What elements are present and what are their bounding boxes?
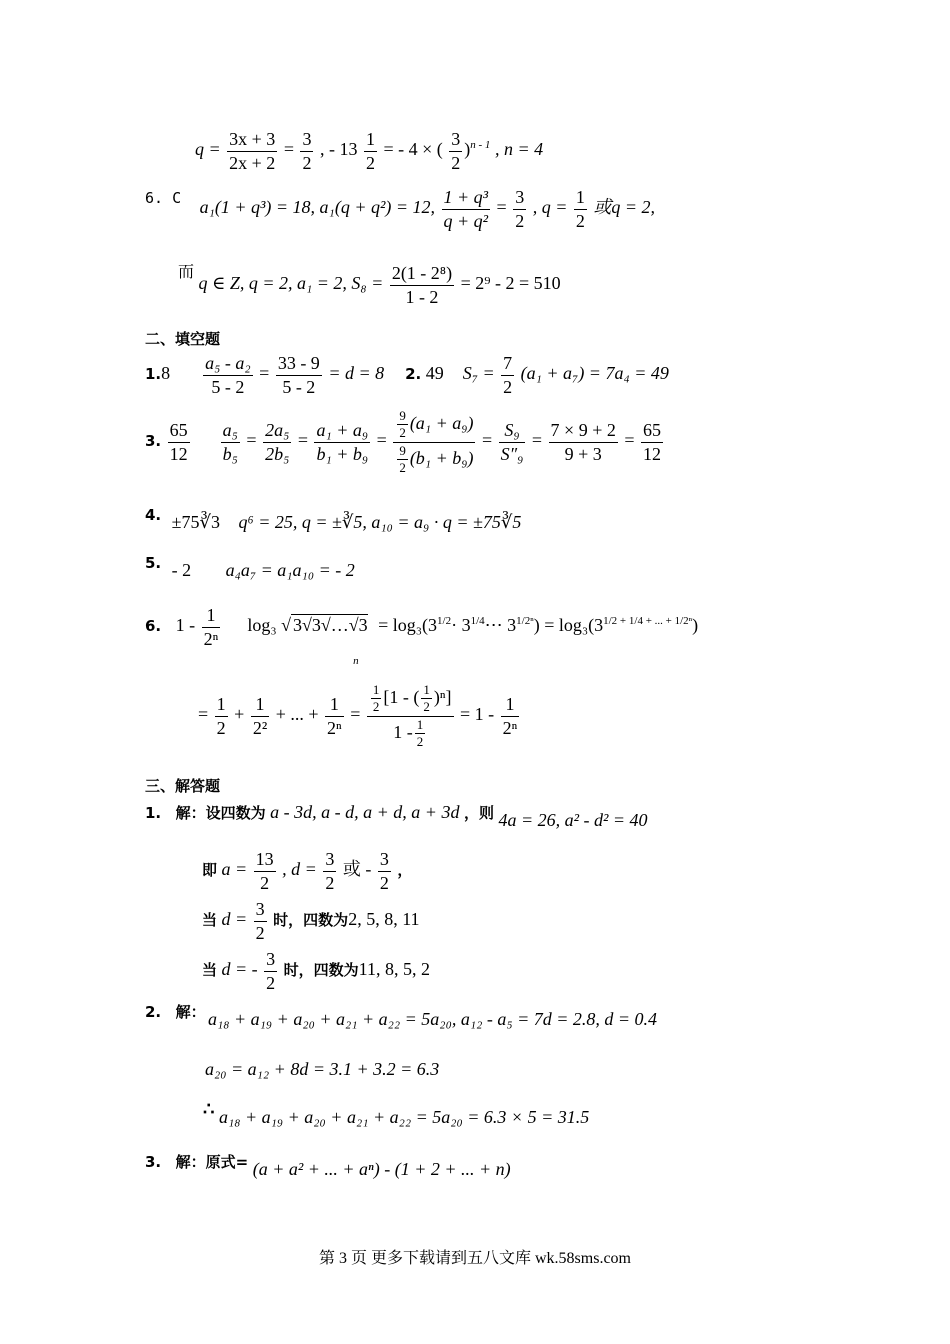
fraction: $\frac{\text{1 + q³}}{\text{q + q²}}$: [443, 187, 489, 231]
fraction: $\frac{\text{a₅ - a₂}}{5 - 2}$: [205, 353, 251, 397]
fraction: $\frac{1}{2}$: [365, 129, 375, 173]
fraction: $\frac{\text{S₉}}{\text{S″₉}}$: [500, 420, 524, 464]
fraction: $\frac{\text{2(1 - 2⁸)}}{1 - 2}$: [391, 263, 453, 307]
fraction: $\frac{3}{2}$: [379, 849, 389, 893]
fraction: $\frac{1}{\text{2ⁿ}}$: [327, 694, 342, 738]
q2-line3: ∴ a₁₈ + a₁₉ + a₂₀ + a₂₁ + a₂₂ = 5a₂₀ = 6.3 × 5 = 31.5: [203, 1099, 590, 1127]
nested-fraction: $\frac{9}{2}$ (a₁ + a₉) $\frac{9}{2}$ (b₁ + b₉): [393, 408, 475, 476]
q1-line2: 即 a = $\frac{13}{2}$ , d = $\frac{3}{2}$ 或 - $\frac{3}{2}$ ，: [202, 849, 413, 893]
q-lhs: q =: [195, 139, 221, 160]
fraction: $\frac{3}{2}$: [325, 849, 335, 893]
fill-4-line: $^{4.}$ ±75∛3 q⁶ = 25, q = ±∛5, a₁₀ = a₉ · q = ±75∛5: [145, 506, 522, 532]
fraction: $\frac{3x + 3}{2x + 2}$: [229, 129, 276, 173]
section-title-fill-in: 二、填空题: [145, 330, 221, 348]
fraction: $\frac{\text{2a₅}}{\text{2b₅}}$: [265, 420, 290, 464]
answer-fraction: $\frac{65}{12}$: [169, 420, 188, 464]
fill-5-line: $^{5.}$ - 2 a₄a₇ = a₁a₁₀ = - 2: [145, 554, 355, 580]
q-formula-line: q = $\frac{3x + 3}{2x + 2}$ = $\frac{3}{2}$ , - 13 $\frac{1}{2}$ = - 4 × ( $\frac{3}{2}$ )$^{n - 1}$ , n = 4: [195, 129, 544, 173]
fraction: $\frac{65}{12}$: [643, 420, 662, 464]
q2-line1: 2. 解：: [145, 1003, 206, 1021]
q1-line1: 1. 解：设四数为 a - 3d, a - d, a + d, a + 3d ，则 4a = 26, a² - d² = 40: [145, 802, 648, 830]
section-title-solutions: 三、解答题: [145, 777, 221, 795]
fraction: $\frac{3}{2}$: [302, 129, 312, 173]
er-line: 而 q ∈ Z, q = 2, a₁ = 2, S₈ = $\frac{\text{2(1 - 2⁸)}}{1 - 2}$ = 2⁹ - 2 = 510: [178, 263, 561, 307]
fraction: $\frac{1}{2}$: [216, 694, 226, 738]
nested-radical: 3√3√…√3: [292, 615, 368, 636]
fraction: $\frac{1}{\text{2ⁿ}}$: [502, 694, 518, 738]
fraction: $\frac{1}{2}$: [575, 187, 585, 231]
fraction: $\frac{3}{2}$: [255, 899, 265, 943]
q2-line1-formula: a₁₈ + a₁₉ + a₂₀ + a₂₁ + a₂₂ = 5a₂₀, a₁₂ - a₅ = 7d = 2.8, d = 0.4: [208, 1009, 658, 1029]
fraction: $\frac{1}{\text{2²}}$: [252, 694, 268, 738]
therefore-symbol: ∴: [203, 1099, 215, 1119]
q1-line3: 当 d = $\frac{3}{2}$ 时，四数为2, 5, 8, 11: [202, 899, 420, 943]
fraction: $\frac{13}{2}$: [255, 849, 274, 893]
fill-1-2-line: 1.8 $\frac{\text{a₅ - a₂}}{5 - 2}$ = $\frac{33 - 9}{5 - 2}$ = d = 8 2. 49 S₇ = $\frac{7}{2}$ (a₁ + a₇) = 7a₄ = 49: [145, 353, 669, 397]
item-6c-line: $^{6. C}$ a₁(1 + q³) = 18, a₁(q + q²) = 12, $\frac{\text{1 + q³}}{\text{q + q²}}$ = $\frac{3}{2}$ , q = $\frac{1}{2}$ 或q = 2,: [145, 187, 656, 231]
fraction: $\frac{\text{a₁ + a₉}}{\text{b₁ + b₉}}$: [316, 420, 369, 464]
fill-6-line: 6. 1 - $\frac{1}{\text{2ⁿ}}$ log₃ √ 3√3√…√3 n = $\log_3(3^{1/2}\cdot$ $3^{1/4}\cdots$ $3^{1/2^n}) = \log_3(3^{1/2 + 1/4 + ... + 1/2^n})$: [145, 605, 699, 668]
fraction: $\frac{33 - 9}{5 - 2}$: [277, 353, 320, 397]
fraction: $\frac{3}{2}$: [451, 129, 461, 173]
answer-fraction: $\frac{1}{\text{2ⁿ}}$: [203, 605, 219, 649]
fraction: $\frac{3}{2}$: [266, 949, 276, 993]
fill-6-continued: = $\frac{1}{2}$ + $\frac{1}{\text{2²}}$ + ... + $\frac{1}{\text{2ⁿ}}$ = $\frac{1}{2}$ [1 - ( $\frac{1}{2}$ )ⁿ] 1 - $\frac{1}{2}$ = 1 - $\frac{1}{\text{2ⁿ}}$: [198, 682, 518, 749]
q3-line: 3. 解：原式= (a + a² + ... + aⁿ) - (1 + 2 + ... + n): [145, 1153, 511, 1179]
fraction: $\frac{7}{2}$: [503, 353, 513, 397]
fraction: $\frac{3}{2}$: [515, 187, 525, 231]
item-label: 6. C: [145, 189, 182, 208]
fraction: $\frac{7 \times 9 + 2}{9 + 3}$: [550, 420, 616, 464]
q1-line4: 当 d = - $\frac{3}{2}$ 时，四数为11, 8, 5, 2: [202, 949, 431, 993]
fill-3-line: 3. $\frac{65}{12}$ $\frac{\text{a₅}}{\text{b₅}}$ = $\frac{\text{2a₅}}{\text{2b₅}}$ = $\frac{\text{a₁ + a₉}}{\text{b₁ + b₉}}$ = $\frac{9}{2}$ (a₁ + a₉) $\frac{9}{2}$ (b₁ + b₉) = $\frac{\text{S₉}}{\text{S″₉}}$ = $\frac{7 \times 9 + 2}{9 + 3}$ = $\frac{65}{12}$: [145, 408, 662, 475]
big-fraction: $\frac{1}{2}$ [1 - ( $\frac{1}{2}$ )ⁿ] 1 - $\frac{1}{2}$: [367, 682, 454, 750]
q2-line2: a₂₀ = a₁₂ + 8d = 3.1 + 3.2 = 6.3: [205, 1059, 440, 1079]
page-footer: 第 3 页 更多下载请到五八文库 wk.58sms.com: [318, 1250, 631, 1267]
fraction: $\frac{\text{a₅}}{\text{b₅}}$: [222, 420, 238, 464]
